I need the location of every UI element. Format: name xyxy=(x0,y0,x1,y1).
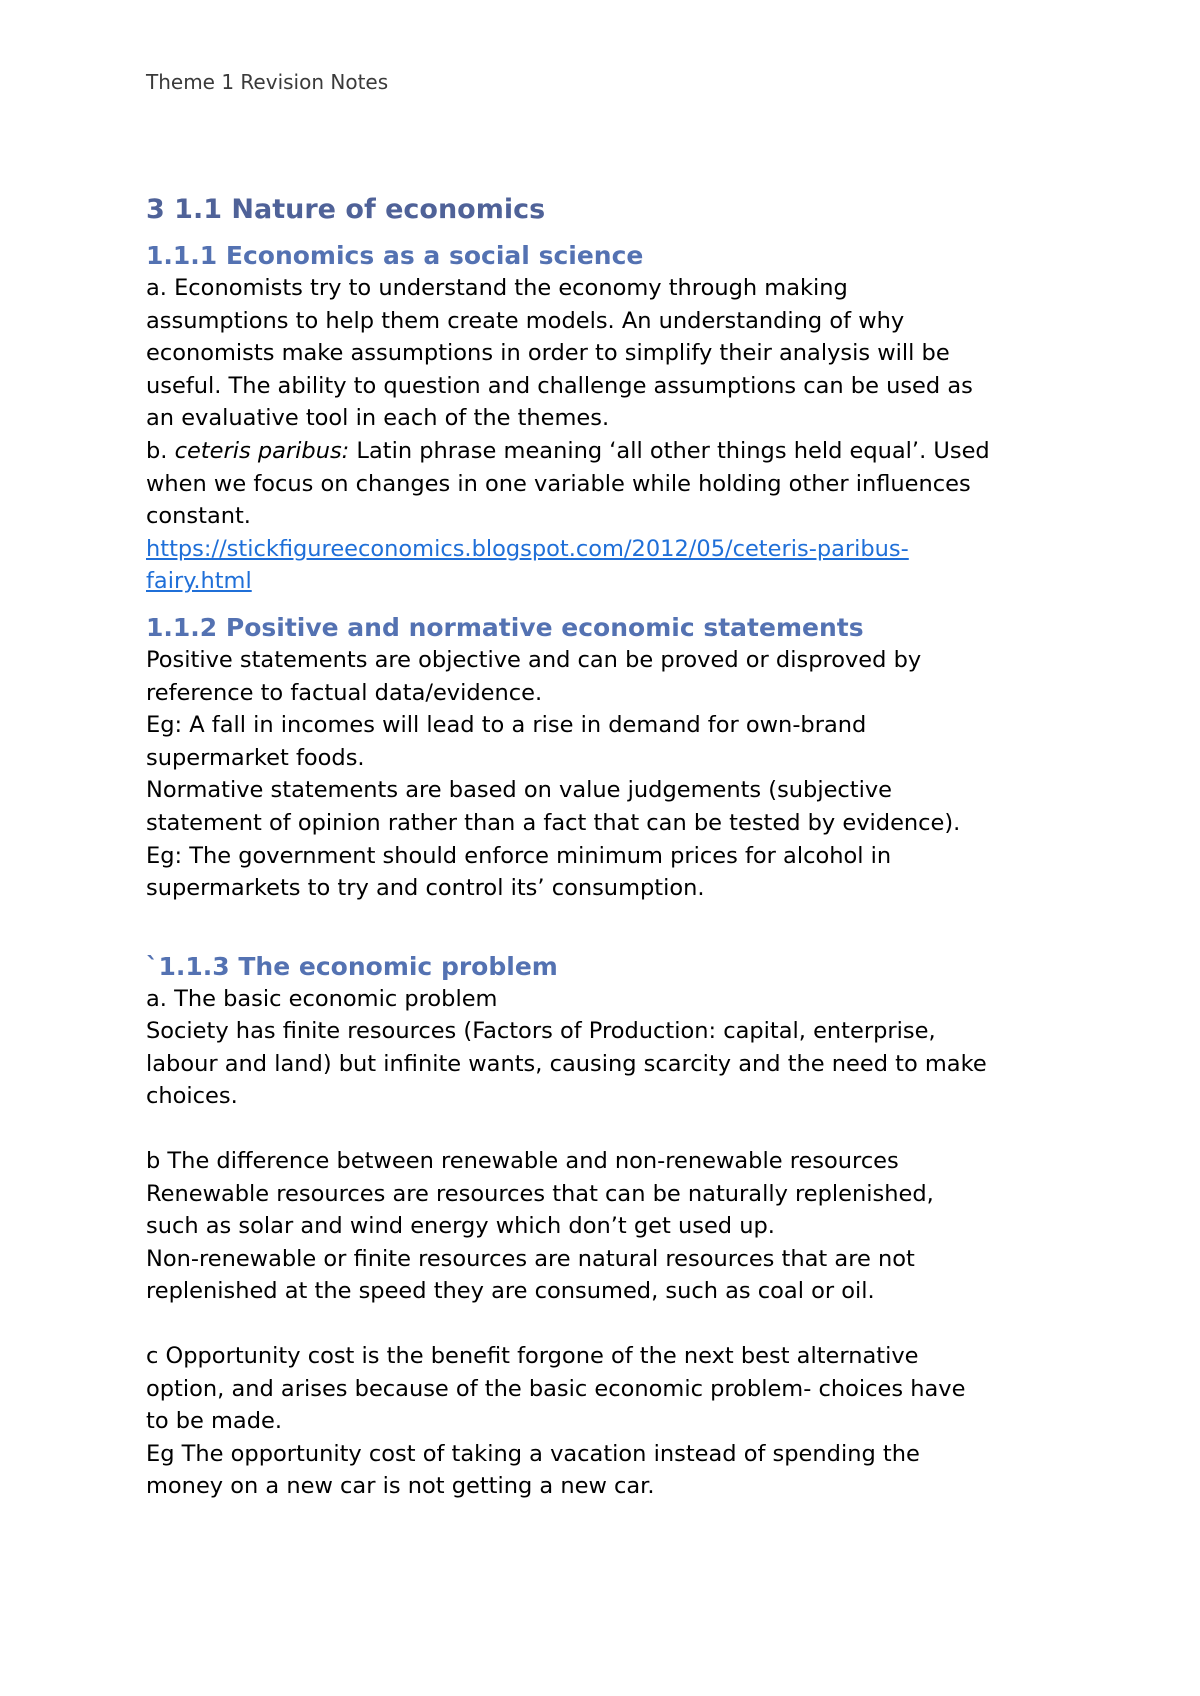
paragraph-line: a. Economists try to understand the economy through making xyxy=(146,275,848,301)
paragraph-line: Non-renewable or finite resources are natural resources that are not xyxy=(146,1245,915,1272)
paragraph-line: Positive statements are objective and can be proved or disproved by xyxy=(146,646,922,673)
paragraph-line: statement of opinion rather than a fact that can be tested by evidence). xyxy=(146,809,961,836)
item-prefix: b. xyxy=(146,437,175,464)
document-title: 3 1.1 Nature of economics xyxy=(146,194,546,225)
section-heading-economic-problem: `1.1.3 The economic problem xyxy=(146,951,558,981)
paragraph-line: reference to factual data/evidence. xyxy=(146,679,543,706)
reference-link-continued[interactable]: fairy.html xyxy=(146,568,252,595)
paragraph-line: labour and land) but infinite wants, causing scarcity and the need to make xyxy=(146,1050,987,1077)
paragraph-line: choices. xyxy=(146,1083,238,1110)
paragraph-line: option, and arises because of the basic economic problem- choices have xyxy=(146,1375,966,1402)
section-heading-social-science: 1.1.1 Economics as a social science xyxy=(146,241,644,270)
paragraph-line: b The difference between renewable and non-renewable resources xyxy=(146,1148,899,1175)
page-header: Theme 1 Revision Notes xyxy=(146,70,389,94)
paragraph-line: such as solar and wind energy which don’t get used up. xyxy=(146,1213,775,1240)
paragraph-line: supermarkets to try and control its’ consumption. xyxy=(146,875,705,902)
paragraph-line: Renewable resources are resources that can be naturally replenished, xyxy=(146,1180,934,1207)
reference-link-line xyxy=(146,533,1081,566)
reference-link-line xyxy=(146,565,1081,598)
paragraph-line: an evaluative tool in each of the themes. xyxy=(146,405,610,432)
paragraph-line: Eg The opportunity cost of taking a vacation instead of spending the xyxy=(146,1440,920,1467)
paragraph-line: when we focus on changes in one variable while holding other influences xyxy=(146,470,971,497)
definition-text: Latin phrase meaning ‘all other things held equal’. Used xyxy=(349,437,990,464)
ceteris-paribus-term: ceteris paribus: xyxy=(174,437,350,464)
paragraph-line: a. The basic economic problem xyxy=(146,985,498,1012)
paragraph-line: economists make assumptions in order to simplify their analysis will be xyxy=(146,340,950,367)
paragraph-line: Eg: The government should enforce minimum prices for alcohol in xyxy=(146,842,892,869)
paragraph-line: replenished at the speed they are consumed, such as coal or oil. xyxy=(146,1278,875,1305)
paragraph-line: c Opportunity cost is the benefit forgone of the next best alternative xyxy=(146,1343,919,1370)
paragraph-line: money on a new car is not getting a new car. xyxy=(146,1473,655,1500)
paragraph-line: constant. xyxy=(146,503,251,530)
reference-link[interactable]: https://stickfigureeconomics.blogspot.com/2012/05/ceteris-paribus- xyxy=(146,535,909,562)
paragraph-line: Society has finite resources (Factors of Production: capital, enterprise, xyxy=(146,1018,936,1045)
paragraph-line: Eg: A fall in incomes will lead to a rise in demand for own-brand xyxy=(146,712,867,739)
document-body xyxy=(146,192,1081,1503)
ceteris-paribus-line xyxy=(146,435,1081,468)
paragraph-line: Normative statements are based on value judgements (subjective xyxy=(146,777,893,804)
paragraph-line: to be made. xyxy=(146,1408,282,1435)
paragraph-line: useful. The ability to question and challenge assumptions can be used as xyxy=(146,372,973,399)
paragraph-line: supermarket foods. xyxy=(146,744,365,771)
paragraph-line: assumptions to help them create models. An understanding of why xyxy=(146,307,905,334)
section-heading-positive-normative: 1.1.2 Positive and normative economic statements xyxy=(146,612,864,642)
